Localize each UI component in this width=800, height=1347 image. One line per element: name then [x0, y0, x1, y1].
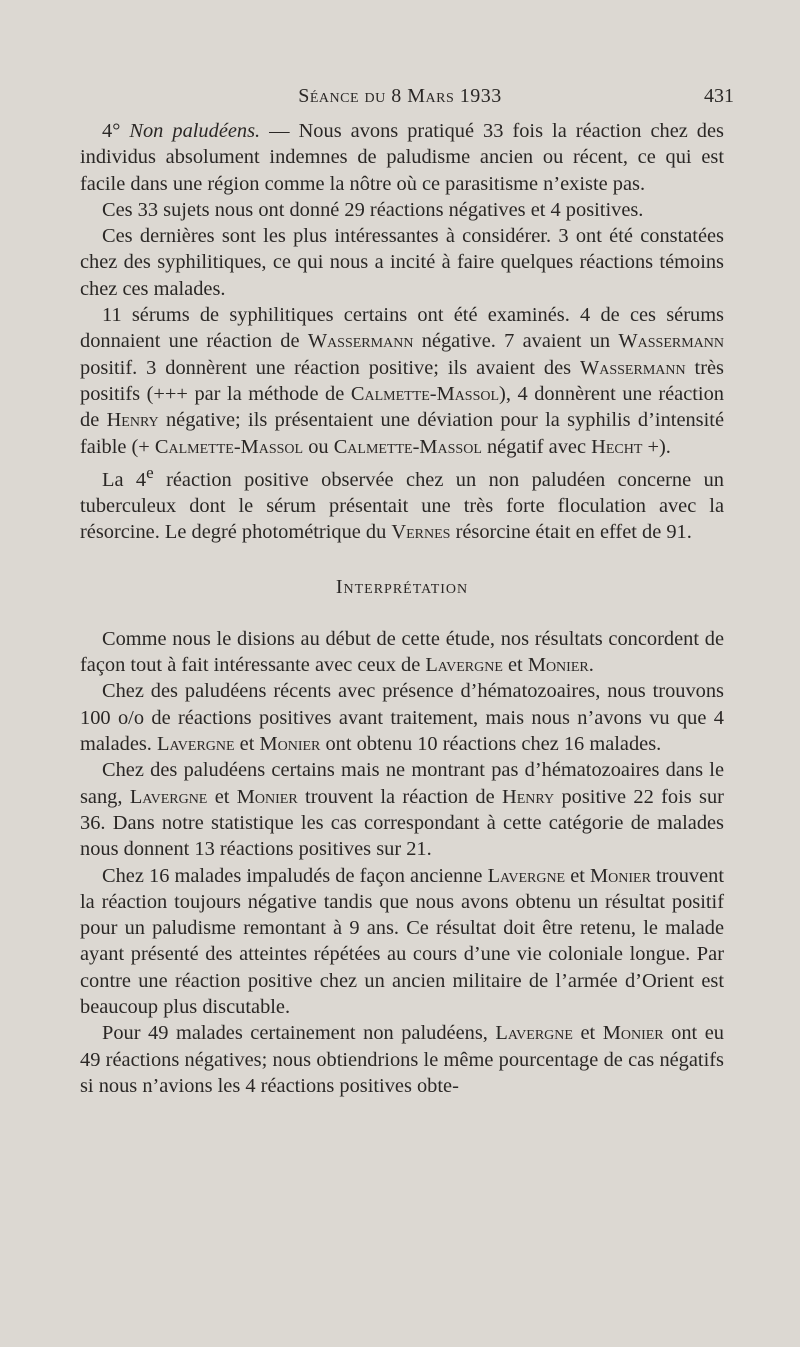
paragraph-recent-cases: [80, 678, 724, 757]
paragraph-non-paludeens: [80, 118, 724, 197]
author-name: Lavergne: [425, 654, 503, 677]
author-name: Lavergne: [129, 785, 208, 808]
text-run: .: [588, 654, 594, 677]
page-header: [0, 85, 800, 115]
author-name: Wassermann: [618, 330, 724, 353]
text-run: positive 22 fois sur 36. Dans notre statistique les cas correspondant à cette catégorie de malades nous donnent 13 réactions positives sur 21.: [80, 785, 724, 861]
author-name: Wassermann: [307, 330, 414, 353]
text-run: Pour 49 malades certainement non paludéens,: [102, 1022, 496, 1045]
paragraph-subjects: Ces 33 sujets nous ont donné 29 réactions négatives et 4 positives.: [102, 198, 644, 221]
text-run: réaction positive observée chez un non paludéen concerne un tuberculeux dont le sérum présentait une très forte floculation avec la résorcine. Le degré photométrique du: [80, 468, 724, 544]
author-name: Monier: [590, 864, 651, 887]
text-run: Chez des paludéens certains mais ne montrant pas d’hématozoaires dans le sang,: [80, 759, 724, 808]
text-run: ont obtenu 10 réactions chez 16 malades.: [320, 733, 662, 756]
page-number: 431: [704, 85, 734, 107]
article-body: [80, 118, 724, 1099]
paragraph-sera: [80, 302, 724, 460]
text-run: Chez des paludéens récents avec présence d’hématozoaires, nous trouvons 100 o/o de réactions positives avant traitement, mais nous n’avons vu que 4 malades.: [80, 680, 724, 756]
subsection-heading: Non paludéens.: [129, 120, 261, 142]
text-run: Comme nous le disions au début de cette étude, nos résultats concordent de façon tout à fait intéressante avec ceux de: [80, 627, 724, 677]
author-name: Monier: [259, 733, 321, 756]
text-run: et: [207, 785, 237, 808]
author-name: Calmette-Massol: [350, 382, 500, 405]
text-run: trouvent la réaction toujours négative tandis que nous avons obtenu un résultat positif pour un paludisme remontant à 9 ans. Ce résultat doit être retenu, le malade ayant présenté des atteintes répétées au cours d’une vie coloniale longue. Par contre une réaction positive chez un ancien militaire de l’armée d’Orient est beaucoup plus discutable.: [80, 864, 725, 1018]
author-name: Hecht: [591, 435, 643, 458]
paragraph-text: — Nous avons pratiqué 33 fois la réaction chez des individus absolument indemnes de paludisme ancien ou récent, ce qui est facile dans une région comme la nôtre où ce parasitisme n’existe pas.: [80, 120, 724, 195]
text-run: résorcine était en effet de 91.: [450, 521, 692, 544]
superscript: e: [146, 462, 154, 482]
text-run: et: [502, 654, 528, 677]
text-run: ou: [303, 435, 334, 458]
text-run: 11 sérums de syphilitiques certains ont été examinés. 4 de ces sérums donnaient une réaction de: [80, 304, 724, 353]
text-run: La 4: [102, 468, 147, 491]
author-name: Henry: [106, 409, 159, 432]
text-run: ), 4 donnèrent une réaction de: [80, 382, 724, 432]
text-run: négatif avec: [481, 435, 592, 458]
author-name: Henry: [502, 785, 555, 808]
paragraph-syphilitics: Ces dernières sont les plus intéressantes à considérer. 3 ont été constatées chez des syphilitiques, ce qui nous a incité à faire quelques réactions témoins chez ces malades.: [80, 225, 724, 300]
author-name: Monier: [602, 1022, 664, 1045]
author-name: Lavergne: [157, 733, 235, 756]
text-run: et: [572, 1022, 603, 1045]
list-number: 4°: [102, 120, 130, 142]
author-name: Lavergne: [487, 864, 566, 887]
text-run: ont eu 49 réactions négatives; nous obtiendrions le même pourcentage de cas négatifs si nous n’avions les 4 réactions positives obte-: [80, 1022, 724, 1097]
text-run: et: [565, 864, 591, 887]
text-run: Chez 16 malades impaludés de façon ancienne: [102, 864, 488, 887]
author-name: Wassermann: [580, 356, 686, 379]
paragraph-non-paludeens-comparison: [80, 1020, 724, 1099]
paragraph-fourth-reaction: [80, 460, 724, 546]
paragraph-comparison: [80, 626, 724, 679]
author-name: Lavergne: [495, 1022, 573, 1045]
author-name: Calmette-Massol: [154, 435, 304, 458]
text-run: négative; ils présentaient une déviation pour la syphilis d’intensité faible (+: [80, 409, 725, 458]
author-name: Calmette-Massol: [333, 435, 482, 458]
text-run: négative. 7 avaient un: [413, 330, 619, 353]
text-run: +).: [642, 435, 671, 458]
running-title: Séance du 8 Mars 1933: [298, 85, 502, 107]
text-run: et: [234, 733, 260, 756]
text-run: positif. 3 donnèrent une réaction positive; ils avaient des: [80, 356, 580, 379]
author-name: Vernes: [391, 521, 451, 544]
author-name: Monier: [527, 654, 589, 677]
text-run: trouvent la réaction de: [297, 785, 503, 808]
paragraph-certain-cases: [80, 757, 724, 862]
author-name: Monier: [236, 785, 298, 808]
text-run: très positifs (+++ par la méthode de: [80, 356, 724, 405]
section-title: Interprétation: [335, 575, 469, 598]
paragraph-old-cases: [80, 863, 724, 1021]
